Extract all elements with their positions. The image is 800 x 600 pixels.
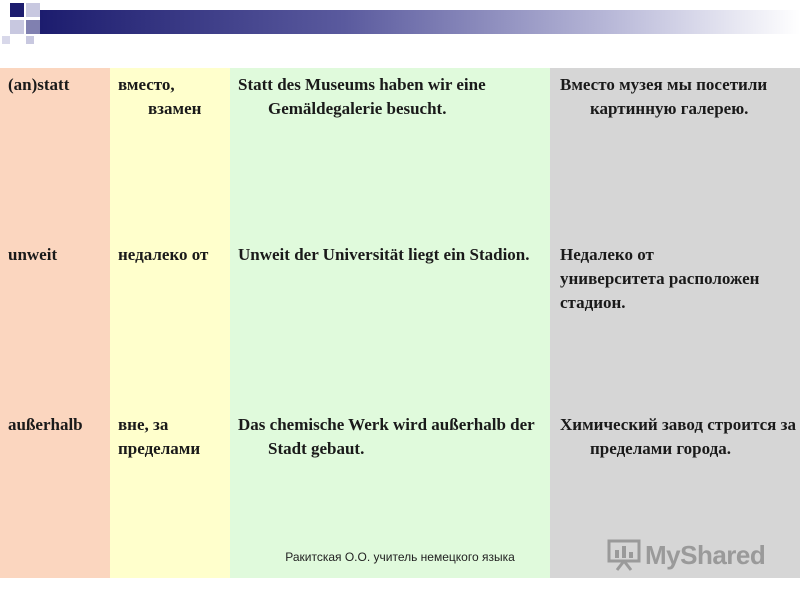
cell-german-preposition: außerhalb <box>8 415 83 434</box>
header-square <box>26 20 40 34</box>
myshared-logo <box>607 537 765 573</box>
cell-russian-translation: недалеко от <box>118 245 209 264</box>
column-german-preposition <box>0 68 110 578</box>
cell-german-example: Das chemische Werk wird außerhalb der Stadt gebaut. <box>238 415 535 458</box>
watermark-text: MyShared <box>645 539 766 570</box>
header-square <box>26 36 34 44</box>
cell-russian-translation: вне, за пределами <box>118 415 201 458</box>
presentation-board-icon <box>607 538 641 572</box>
header-square <box>26 3 40 17</box>
cell-german-example: Statt des Museums haben wir eine Gemäldegalerie besucht. <box>238 75 486 118</box>
cell-german-example: Unweit der Universität liegt ein Stadion. <box>238 245 530 264</box>
column-russian-translation <box>110 68 230 578</box>
cell-russian-example: Вместо музея мы посетили картинную галерею. <box>560 75 768 118</box>
author-footer: Ракитская О.О. учитель немецкого языка <box>285 550 515 564</box>
header-square <box>10 3 24 17</box>
cell-russian-translation: вместо, взамен <box>118 75 202 118</box>
header-square <box>10 20 24 34</box>
column-german-example <box>230 68 550 578</box>
cell-russian-example: Химический завод строится за пределами города. <box>560 415 796 458</box>
header-square <box>2 36 10 44</box>
cell-russian-example: Недалеко от университета расположен стадион. <box>560 245 760 312</box>
cell-german-preposition: (an)statt <box>8 75 70 94</box>
cell-german-preposition: unweit <box>8 245 58 264</box>
header-gradient-bar <box>40 10 800 34</box>
column-russian-example <box>550 68 800 578</box>
